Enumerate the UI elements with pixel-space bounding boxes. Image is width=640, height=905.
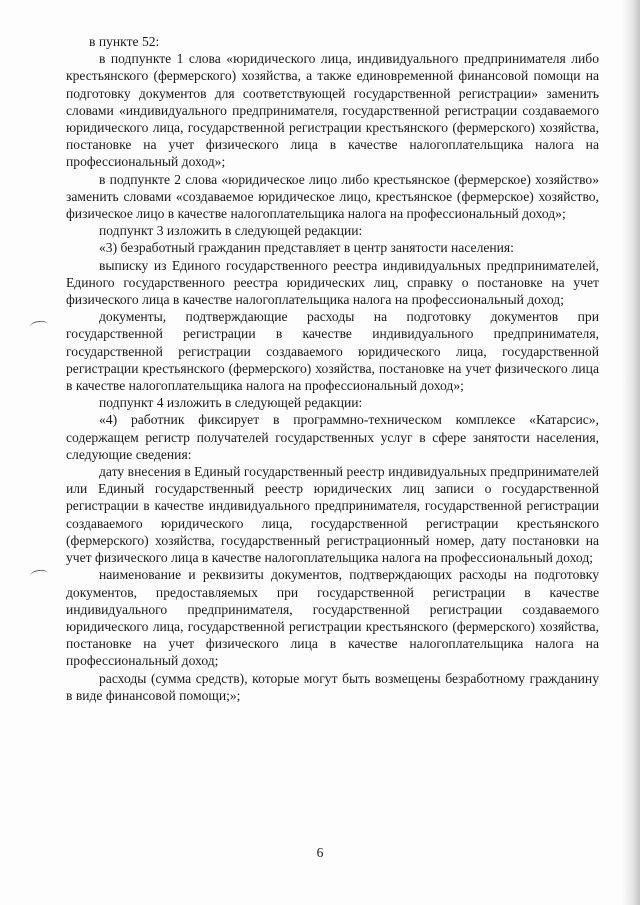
paragraph: «4) работник фиксирует в программно-техническом комплексе «Катарсис», содержащем регистр получателей государственных услуг в сфере занятости населения, следующие сведения:: [66, 412, 599, 462]
paragraph: документы, подтверждающие расходы на подготовку документов при государственной регистрации в качестве индивидуального предпринимателя, государственной регистрации создаваемого юридического лица, государственной регистрации крестьянского (фермерского) хозяйства, постановке на учет физического лица в качестве налогоплательщика налога на профессиональный доход»;: [66, 309, 599, 394]
paragraph: подпункт 4 изложить в следующей редакции:: [99, 395, 363, 411]
paragraph: расходы (сумма средств), которые могут быть возмещены безработному гражданину в виде финансовой помощи;»;: [66, 670, 599, 703]
margin-mark: [29, 569, 48, 580]
paragraph: дату внесения в Единый государственный реестр индивидуальных предпринимателей или Единый государственный реестр юридических лиц записи о государственной регистрации в качестве индивидуального предпринимателя, государственной регистрации создаваемого юридического лица, государственной регистрации крестьянского (фермерского) хозяйства, государственный регистрационный номер, дату постановки на учет физического лица в качестве налогоплательщика налога на профессиональный доход;: [66, 464, 599, 566]
paragraph: в подпункте 1 слова «юридического лица, индивидуального предпринимателя либо крестьянского (фермерского) хозяйства, а также единовременной финансовой помощи на подготовку документов для соответствующей государственной регистрации» заменить словами «индивидуального предпринимателя, государственной регистрации создаваемого юридического лица, государственной регистрации крестьянского (фермерского) хозяйства, постановке на учет физического лица в качестве налогоплательщика налога на профессиональный доход»;: [66, 51, 599, 170]
paragraph: «3) безработный гражданин представляет в центр занятости населения:: [99, 240, 514, 256]
paragraph: наименование и реквизиты документов, подтверждающих расходы на подготовку документов, предоставляемых при государственной регистрации в качестве индивидуального предпринимателя, государственной регистрации создаваемого юридического лица, государственной регистрации крестьянского (фермерского) хозяйства, постановке на учет физического лица в качестве налогоплательщика налога на профессиональный доход;: [66, 567, 599, 669]
page-number: 6: [316, 845, 324, 860]
scan-edge-shadow: [622, 0, 640, 905]
margin-mark: [29, 320, 48, 331]
paragraph: в подпункте 2 слова «юридическое лицо либо крестьянское (фермерское) хозяйство» заменить словами «создаваемое юридическое лицо, крестьянское (фермерское) хозяйство, физическое лицо в качестве налогоплательщика налога на профессиональный доход»;: [66, 171, 599, 222]
document-body: [66, 33, 599, 704]
paragraph: в пункте 52:: [89, 34, 160, 49]
paragraph: выписку из Единого государственного реестра индивидуальных предпринимателей, Единого государственного реестра юридических лиц, справку о постановке на учет физического лица в качестве налогоплательщика налога на профессиональный доход;: [66, 257, 599, 308]
paragraph: подпункт 3 изложить в следующей редакции:: [99, 223, 363, 239]
